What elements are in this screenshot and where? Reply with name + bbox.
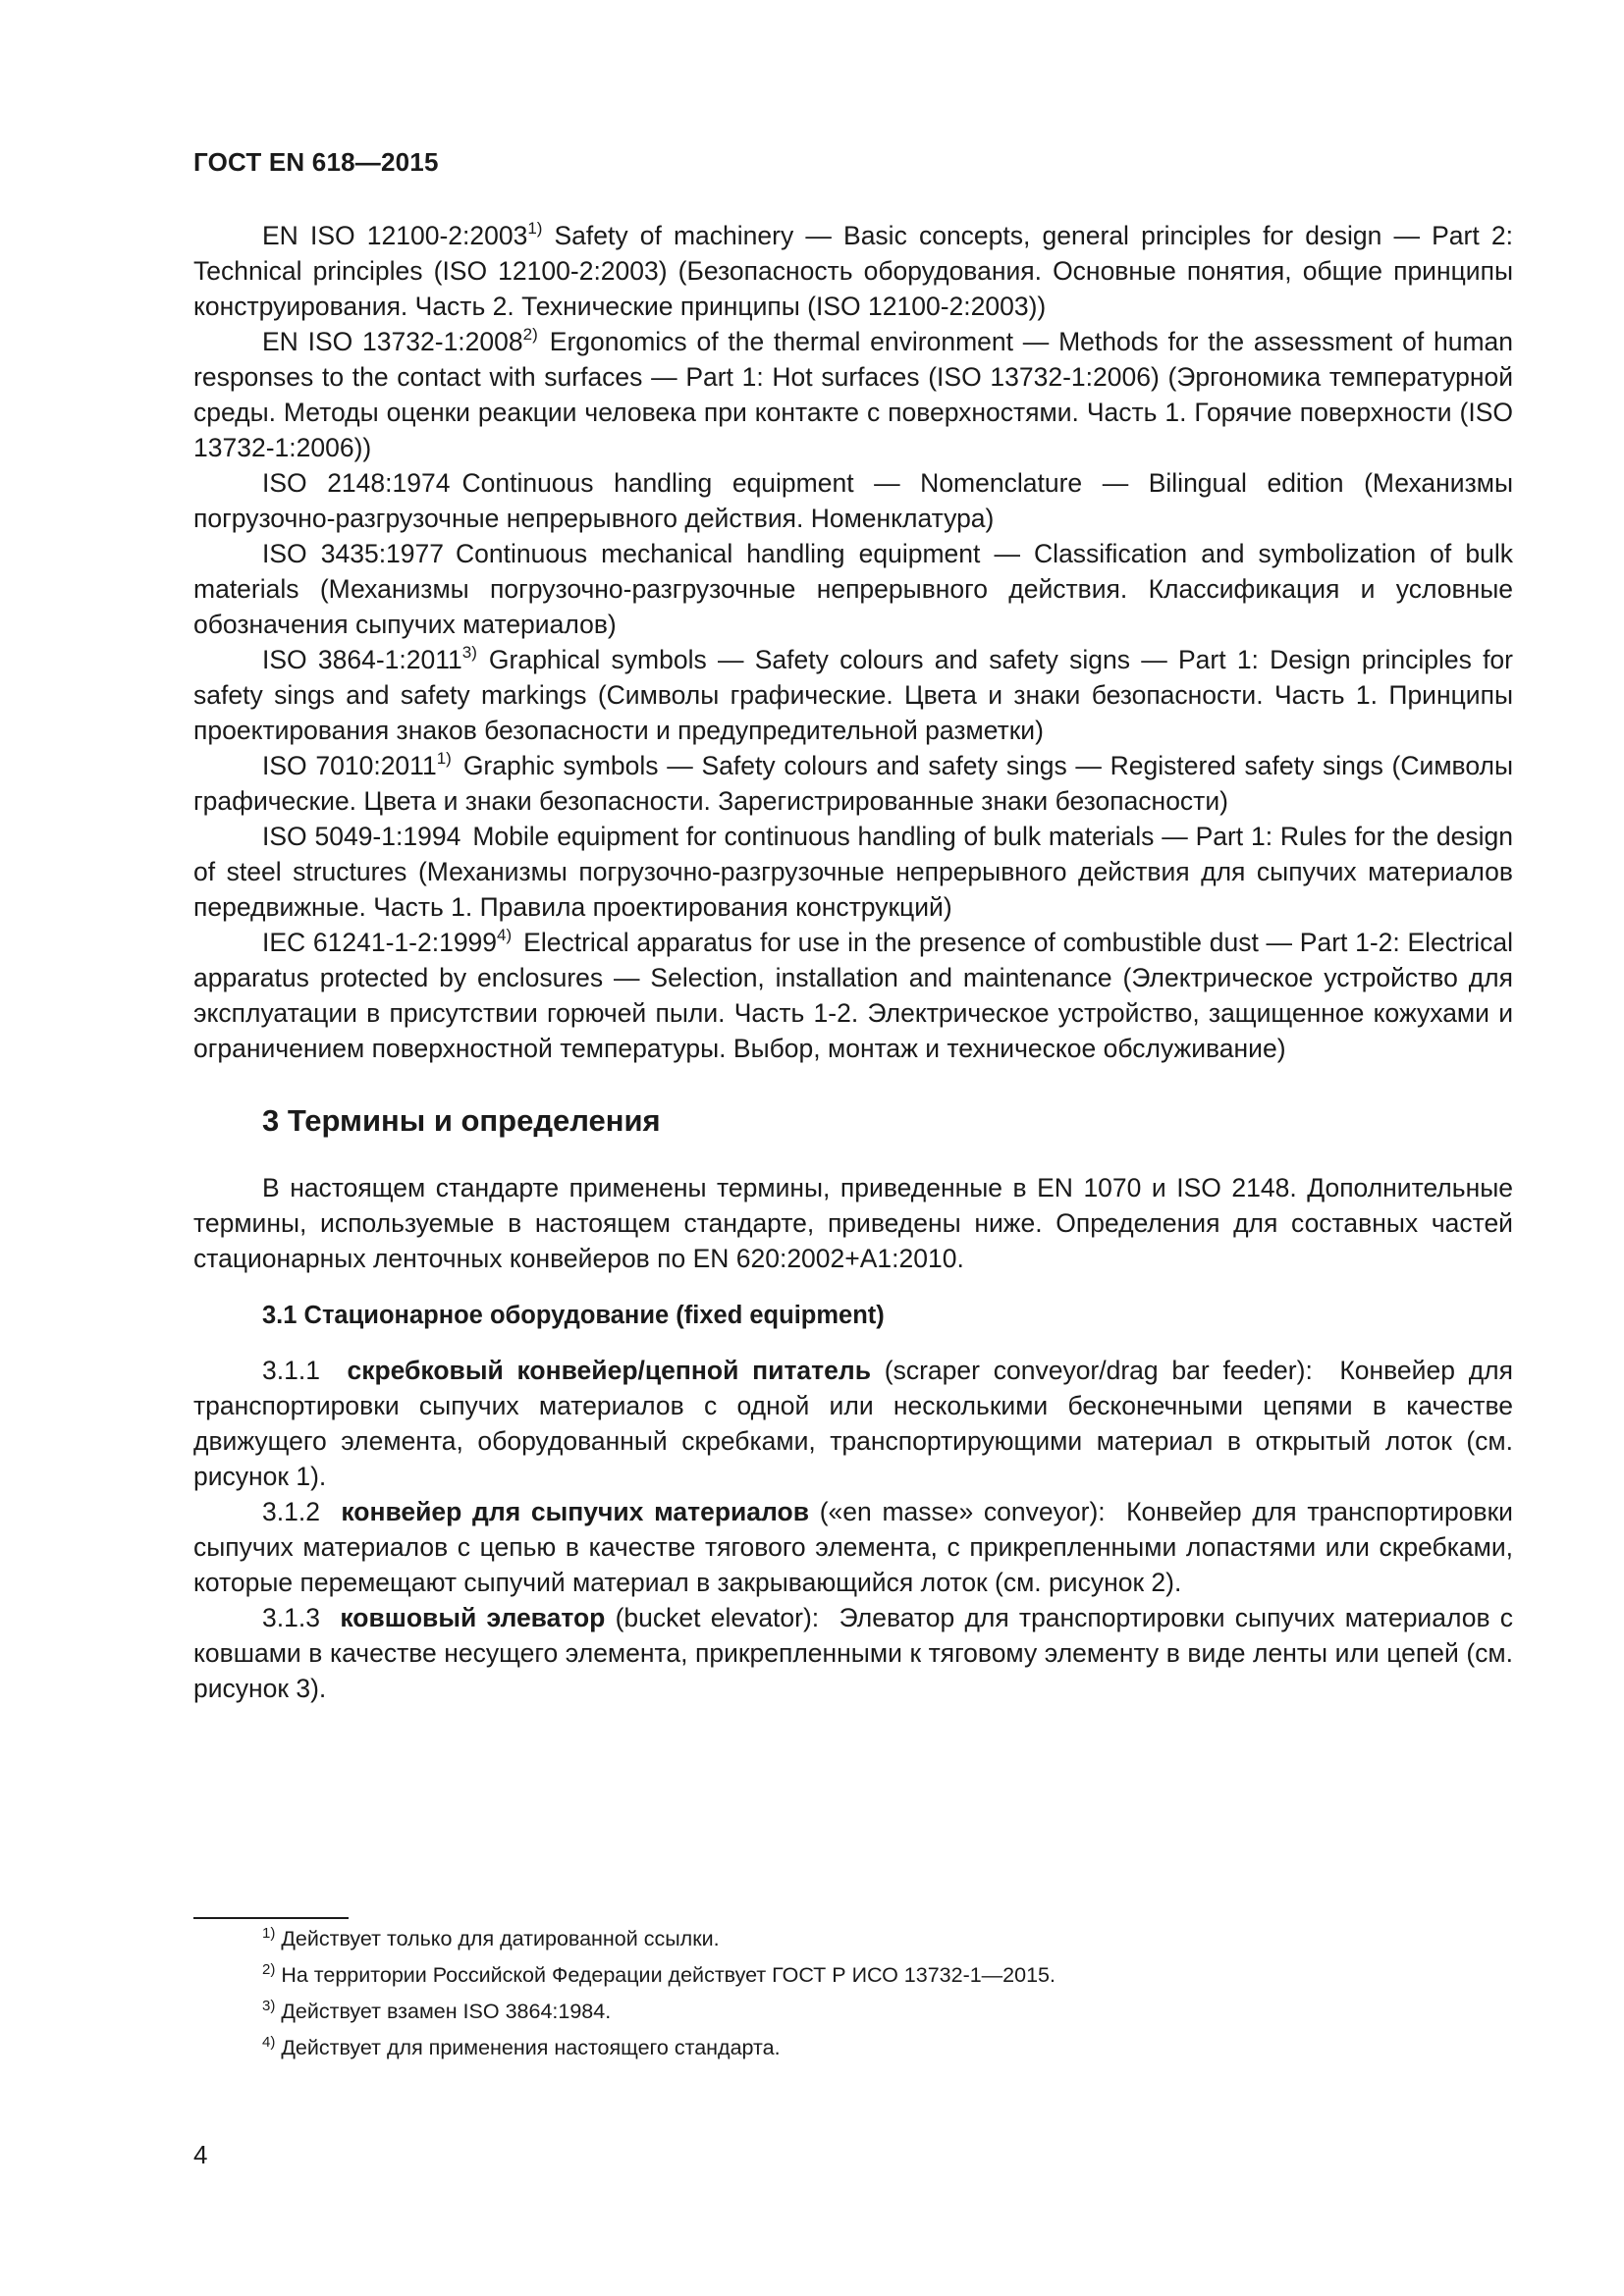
footnote-text: На территории Российской Федерации действует ГОСТ Р ИСО 13732-1—2015.	[281, 1963, 1056, 1987]
footnote	[262, 1962, 1056, 1988]
reference-text: Continuous mechanical handling equipment — Classification and symbolization of bulk materials (Механизмы погрузочно-разгрузочные непрерывного действия. Классификация и условные обозначения сыпучих материалов)	[193, 539, 1513, 639]
reference-text: Mobile equipment for continuous handling of bulk materials — Part 1: Rules for the design of steel structures (Механизмы погрузочно-разгрузочные непрерывного действия для сыпучих материалов передвижные. Часть 1. Правила проектирования конструкций)	[193, 822, 1513, 922]
term-text: Конвейер для транспортировки сыпучих материалов с цепью в качестве тягового элемента, с прикрепленными лопастями или скребками, которые перемещают сыпучий материал в закрывающийся лоток (см. рисунок 2).	[193, 1497, 1513, 1597]
reference-text: Graphical symbols — Safety colours and safety signs — Part 1: Design principles for safety sings and safety markings (Символы графические. Цвета и знаки безопасности. Часть 1. Принципы проектирования знаков безопасности и предупредительной разметки)	[193, 645, 1513, 745]
footnote-mark: 1)	[436, 749, 452, 768]
term-text: Элеватор для транспортировки сыпучих материалов с ковшами в качестве несущего элемента, прикрепленными к тяговому элементу в виде ленты или цепей (см. рисунок 3).	[193, 1603, 1514, 1703]
term-english: (scraper conveyor/drag bar feeder):	[884, 1356, 1313, 1385]
term-english: (bucket elevator):	[615, 1603, 820, 1632]
term-number: 3.1.1	[262, 1356, 320, 1385]
document-header: ГОСТ EN 618—2015	[193, 147, 439, 177]
footnote-mark: 2)	[522, 325, 538, 344]
reference-code: ISO 7010:2011	[262, 751, 437, 780]
reference-code: EN ISO 13732-1:2008	[262, 327, 523, 356]
reference-code: ISO 2148:1974	[262, 468, 451, 498]
footnote	[262, 1926, 1056, 1951]
footnote-mark: 4)	[497, 926, 513, 944]
footnote-mark: 3)	[461, 643, 477, 662]
term-definition	[193, 1353, 1513, 1494]
footnote-mark: 3)	[262, 1998, 276, 2014]
reference-code: ISO 5049-1:1994	[262, 822, 461, 851]
reference-text: Safety of machinery — Basic concepts, general principles for design — Part 2: Technical principles (ISO 12100-2:2003) (Безопасность оборудования. Основные понятия, общие принципы конструирования. Часть 2. Технические принципы (ISO 12100-2:2003))	[193, 221, 1513, 321]
section-intro: В настоящем стандарте применены термины, приведенные в EN 1070 и ISO 2148. Дополнительные термины, используемые в настоящем стандарте, приведены ниже. Определения для составных частей стационарных ленточных конвейеров по EN 620:2002+A1:2010.	[193, 1173, 1513, 1273]
footnote-mark: 4)	[262, 2034, 276, 2051]
reference-text: Graphic symbols — Safety colours and safety sings — Registered safety sings (Символы графические. Цвета и знаки безопасности. Зарегистрированные знаки безопасности)	[193, 751, 1513, 816]
term-name: скребковый конвейер/цепной питатель	[347, 1356, 872, 1385]
reference-text: Electrical apparatus for use in the presence of combustible dust — Part 1-2: Electrical apparatus protected by enclosures — Selection, installation and maintenance (Электрическое устройство для эксплуатации в присутствии горючей пыли. Часть 1-2. Электрическое устройство, защищенное кожухами и ограничением поверхностной температуры. Выбор, монтаж и техническое обслуживание)	[193, 928, 1513, 1063]
page-number: 4	[193, 2140, 208, 2169]
term-name: конвейер для сыпучих материалов	[341, 1497, 809, 1526]
reference-entry	[193, 218, 1513, 324]
reference-code: EN ISO 12100-2:2003	[262, 221, 528, 250]
term-name: ковшовый элеватор	[340, 1603, 606, 1632]
reference-entry	[193, 748, 1513, 819]
footnote-divider	[193, 1917, 349, 1919]
term-number: 3.1.2	[262, 1497, 320, 1526]
reference-entry	[193, 642, 1513, 748]
footnotes	[262, 1926, 1056, 2071]
reference-entry	[193, 819, 1513, 925]
reference-text: Ergonomics of the thermal environment — Methods for the assessment of human responses to the contact with surfaces — Part 1: Hot surfaces (ISO 13732-1:2006) (Эргономика температурной среды. Методы оценки реакции человека при контакте с поверхностями. Часть 1. Горячие поверхности (ISO 13732-1:2006))	[193, 327, 1514, 462]
term-number: 3.1.3	[262, 1603, 320, 1632]
section-title: 3 Термины и определения	[262, 1103, 661, 1138]
term-text: Конвейер для транспортировки сыпучих материалов с одной или несколькими бесконечными цепями в качестве движущего элемента, оборудованный скребками, транспортирующими материал в открытый лоток (см. рисунок 1).	[193, 1356, 1513, 1491]
reference-code: ISO 3864-1:2011	[262, 645, 462, 674]
reference-text: Continuous handling equipment — Nomenclature — Bilingual edition (Механизмы погрузочно-разгрузочные непрерывного действия. Номенклатура)	[193, 468, 1513, 533]
term-definition	[193, 1600, 1513, 1706]
reference-entry	[193, 925, 1513, 1066]
term-english: («en masse» conveyor):	[819, 1497, 1106, 1526]
footnote-mark: 1)	[262, 1925, 276, 1942]
reference-entry	[193, 536, 1513, 642]
term-definition	[193, 1494, 1513, 1600]
reference-entry	[193, 465, 1513, 536]
reference-entry	[193, 324, 1513, 465]
footnote	[262, 1999, 1056, 2024]
subsection-title: 3.1 Стационарное оборудование (fixed equipment)	[262, 1302, 885, 1329]
footnote-mark: 1)	[527, 219, 543, 238]
reference-code: IEC 61241-1-2:1999	[262, 928, 498, 957]
footnote	[262, 2035, 1056, 2060]
footnote-text: Действует взамен ISO 3864:1984.	[281, 2000, 612, 2023]
footnote-mark: 2)	[262, 1961, 276, 1978]
page-content	[193, 218, 1513, 1706]
reference-code: ISO 3435:1977	[262, 539, 445, 568]
footnote-text: Действует только для датированной ссылки.	[281, 1927, 720, 1950]
footnote-text: Действует для применения настоящего стандарта.	[281, 2036, 781, 2059]
